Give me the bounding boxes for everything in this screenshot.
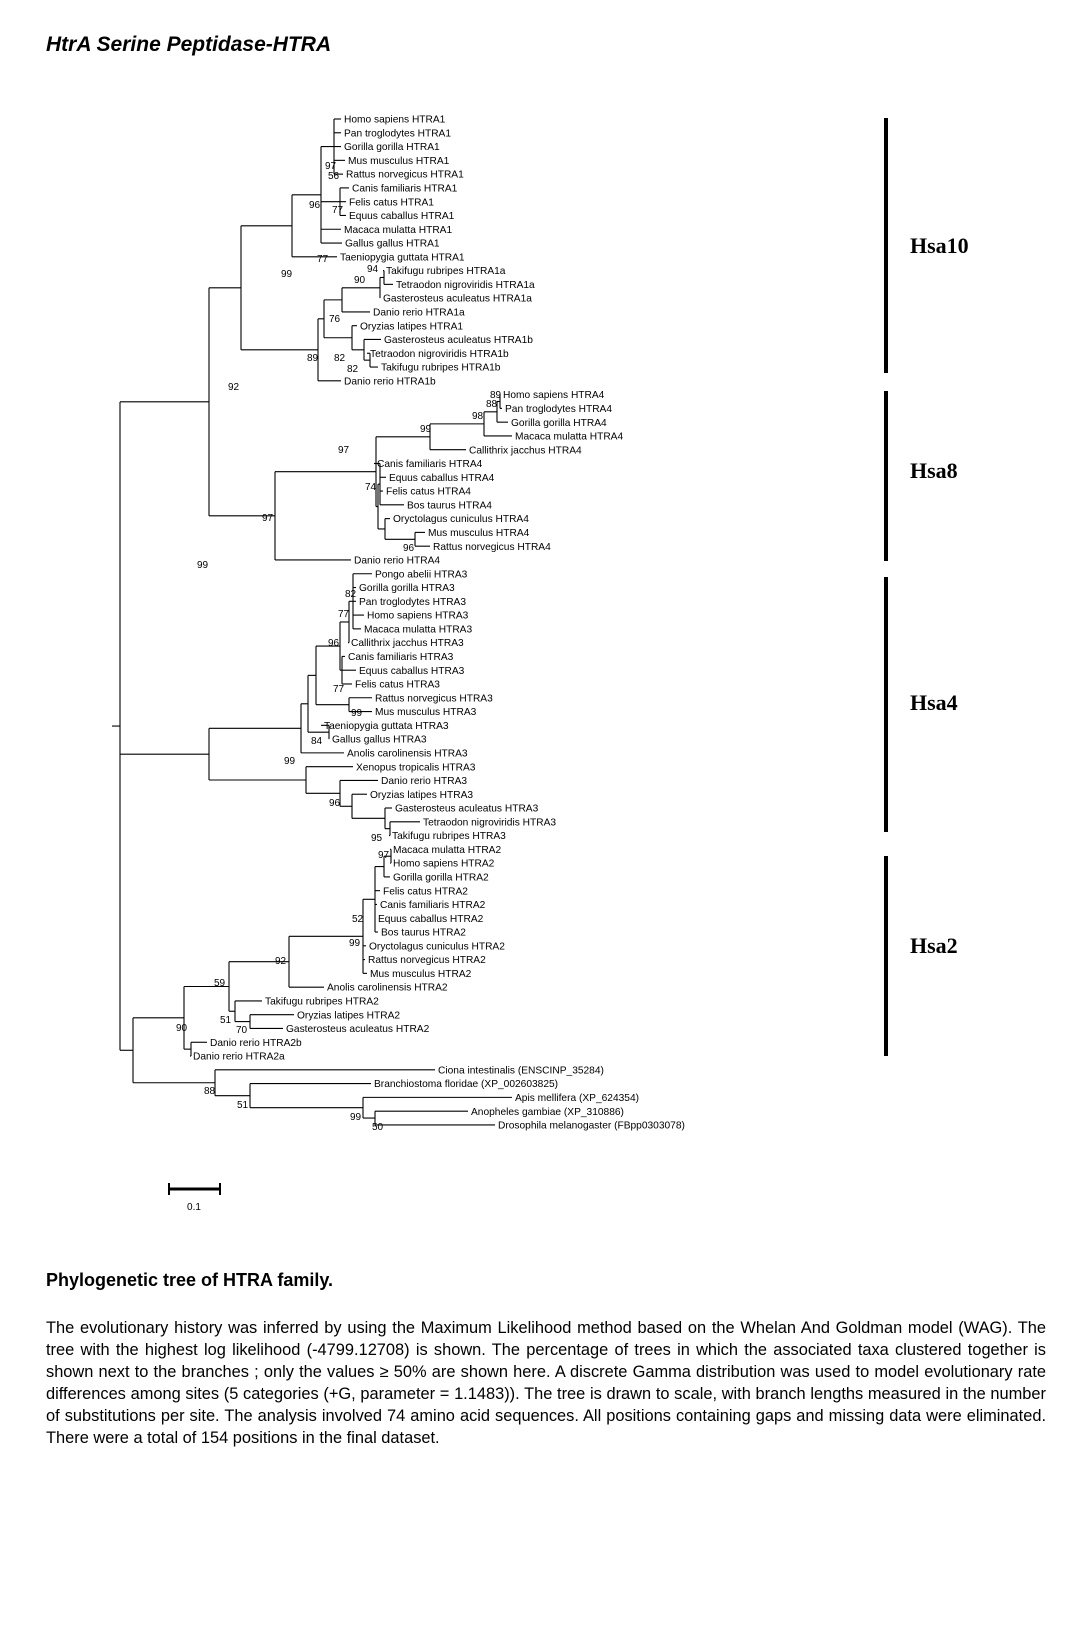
bootstrap-value: 96 — [309, 200, 321, 211]
taxon-label: Takifugu rubripes HTRA1a — [386, 266, 506, 278]
bootstrap-value: 82 — [347, 364, 359, 375]
taxon-label: Oryzias latipes HTRA3 — [370, 789, 474, 801]
taxon-label: Mus musculus HTRA2 — [370, 968, 472, 980]
bootstrap-value: 92 — [228, 382, 240, 393]
taxon-label: Gallus gallus HTRA1 — [345, 238, 440, 250]
bootstrap-value: 95 — [371, 833, 383, 844]
taxon-label: Macaca mulatta HTRA3 — [364, 624, 473, 636]
bootstrap-value: 88 — [486, 399, 498, 410]
taxon-label: Danio rerio HTRA1b — [344, 376, 436, 388]
taxon-label: Gasterosteus aculeatus HTRA3 — [395, 803, 539, 815]
taxon-label: Anopheles gambiae (XP_310886) — [471, 1106, 624, 1118]
taxon-label: Homo sapiens HTRA2 — [393, 858, 495, 870]
taxon-label: Canis familiaris HTRA4 — [377, 459, 483, 471]
taxon-label: Bos taurus HTRA2 — [381, 927, 466, 939]
bootstrap-value: 90 — [176, 1023, 188, 1034]
taxon-label: Mus musculus HTRA1 — [348, 155, 450, 167]
bootstrap-value: 51 — [237, 1100, 249, 1111]
bootstrap-value: 99 — [351, 708, 363, 719]
bootstrap-value: 77 — [333, 684, 345, 695]
taxon-label: Gorilla gorilla HTRA3 — [359, 583, 455, 595]
caption-body: The evolutionary history was inferred by using the Maximum Likelihood method based on the Whelan And Goldman model (WAG). The tree with the highest log likelihood (-4799.12708) is shown. The percentage of trees in which the associated taxa clustered together is shown next to the branches ; only the values ≥ 50% are shown here. A discrete Gamma distribution was used to model evolutionary rate differences among sites (5 categories (+G, parameter = 1.1483)). The tree is drawn to scale, with branch lengths measured in the number of substitutions per site. The analysis involved 74 amino acid sequences. All positions containing gaps and missing data were eliminated. There were a total of 154 positions in the final dataset. — [46, 1319, 1046, 1447]
bootstrap-value: 59 — [214, 978, 226, 989]
page-title: HtrA Serine Peptidase-HTRA — [46, 33, 332, 56]
taxon-label: Danio rerio HTRA1a — [373, 307, 465, 319]
taxon-label: Felis catus HTRA1 — [349, 197, 434, 209]
taxon-label: Equus caballus HTRA2 — [378, 913, 484, 925]
group-label: Hsa2 — [910, 933, 958, 958]
taxon-label: Equus caballus HTRA3 — [359, 665, 465, 677]
bootstrap-value: 99 — [349, 938, 361, 949]
taxon-label: Homo sapiens HTRA3 — [367, 610, 469, 622]
caption-title: Phylogenetic tree of HTRA family. — [46, 1270, 334, 1290]
bootstrap-value: 76 — [329, 314, 341, 325]
bootstrap-value: 77 — [338, 609, 350, 620]
taxon-label: Rattus norvegicus HTRA3 — [375, 693, 493, 705]
taxon-label: Xenopus tropicalis HTRA3 — [356, 762, 476, 774]
bootstrap-value: 97 — [378, 850, 390, 861]
group-label: Hsa10 — [910, 233, 969, 258]
taxon-label: Rattus norvegicus HTRA4 — [433, 541, 551, 553]
taxon-label: Drosophila melanogaster (FBpp0303078) — [498, 1120, 685, 1132]
bootstrap-value: 97 — [325, 161, 337, 172]
taxon-label: Felis catus HTRA2 — [383, 886, 468, 898]
taxon-label: Canis familiaris HTRA1 — [352, 183, 458, 195]
bootstrap-value: 97 — [338, 445, 350, 456]
bootstrap-value: 99 — [284, 756, 296, 767]
taxon-label: Oryzias latipes HTRA2 — [297, 1010, 401, 1022]
taxon-label: Branchiostoma floridae (XP_002603825) — [374, 1079, 559, 1091]
scale-bar-label: 0.1 — [187, 1202, 201, 1213]
bootstrap-value: 89 — [307, 353, 319, 364]
bootstrap-value: 82 — [345, 589, 357, 600]
bootstrap-value: 70 — [236, 1025, 248, 1036]
taxon-label: Gorilla gorilla HTRA2 — [393, 872, 489, 884]
taxon-label: Gasterosteus aculeatus HTRA2 — [286, 1024, 430, 1036]
bootstrap-value: 74 — [365, 482, 377, 493]
bootstrap-value: 94 — [367, 264, 379, 275]
taxon-label: Macaca mulatta HTRA4 — [515, 431, 624, 443]
bootstrap-value: 98 — [472, 411, 484, 422]
taxon-label: Homo sapiens HTRA4 — [503, 390, 605, 402]
taxon-label: Anolis carolinensis HTRA2 — [327, 982, 448, 994]
group-label: Hsa4 — [910, 690, 958, 715]
taxon-label: Canis familiaris HTRA3 — [348, 652, 454, 664]
bootstrap-value: 97 — [262, 513, 274, 524]
taxon-label: Equus caballus HTRA1 — [349, 211, 455, 223]
bootstrap-value: 51 — [220, 1015, 232, 1026]
taxon-label: Callithrix jacchus HTRA4 — [469, 445, 582, 457]
bootstrap-value: 52 — [352, 914, 364, 925]
taxon-label: Apis mellifera (XP_624354) — [515, 1092, 640, 1104]
bootstrap-value: 77 — [332, 205, 344, 216]
taxon-label: Felis catus HTRA3 — [355, 679, 440, 691]
taxon-label: Gorilla gorilla HTRA1 — [344, 142, 440, 154]
taxon-label: Tetraodon nigroviridis HTRA1a — [396, 279, 535, 291]
taxon-label: Danio rerio HTRA4 — [354, 555, 441, 567]
taxon-label: Taeniopygia guttata HTRA3 — [324, 720, 449, 732]
bootstrap-value: 89 — [490, 390, 502, 401]
taxon-label: Takifugu rubripes HTRA1b — [381, 362, 501, 374]
group-label: Hsa8 — [910, 458, 958, 483]
taxon-label: Oryctolagus cuniculus HTRA4 — [393, 514, 529, 526]
bootstrap-value: 96 — [328, 638, 340, 649]
taxon-label: Rattus norvegicus HTRA1 — [346, 169, 464, 181]
bootstrap-value: 96 — [403, 543, 415, 554]
bootstrap-value: 84 — [311, 736, 323, 747]
taxon-label: Tetraodon nigroviridis HTRA1b — [370, 348, 509, 360]
taxon-label: Macaca mulatta HTRA2 — [393, 844, 502, 856]
bootstrap-value: 82 — [334, 353, 346, 364]
taxon-label: Pan troglodytes HTRA1 — [344, 128, 452, 140]
taxon-label: Danio rerio HTRA2b — [210, 1037, 302, 1049]
bootstrap-value: 99 — [350, 1112, 362, 1123]
taxon-label: Gorilla gorilla HTRA4 — [511, 417, 607, 429]
taxon-label: Gallus gallus HTRA3 — [332, 734, 427, 746]
bootstrap-value: 90 — [354, 275, 366, 286]
taxon-label: Pongo abelii HTRA3 — [375, 569, 468, 581]
taxon-label: Danio rerio HTRA3 — [381, 776, 468, 788]
taxon-label: Takifugu rubripes HTRA2 — [265, 996, 379, 1008]
bootstrap-value: 92 — [275, 956, 287, 967]
taxon-label: Callithrix jacchus HTRA3 — [351, 638, 464, 650]
bootstrap-value: 88 — [204, 1086, 216, 1097]
taxon-label: Canis familiaris HTRA2 — [380, 900, 486, 912]
taxon-label: Pan troglodytes HTRA3 — [359, 596, 467, 608]
taxon-label: Macaca mulatta HTRA1 — [344, 224, 453, 236]
taxon-label: Felis catus HTRA4 — [386, 486, 471, 498]
bootstrap-value: 99 — [281, 269, 293, 280]
taxon-label: Takifugu rubripes HTRA3 — [392, 831, 506, 843]
taxon-label: Gasterosteus aculeatus HTRA1a — [383, 293, 532, 305]
taxon-label: Tetraodon nigroviridis HTRA3 — [423, 817, 557, 829]
taxon-label: Taeniopygia guttata HTRA1 — [340, 252, 465, 264]
taxon-label: Bos taurus HTRA4 — [407, 500, 492, 512]
taxon-label: Homo sapiens HTRA1 — [344, 114, 446, 126]
taxon-label: Rattus norvegicus HTRA2 — [368, 955, 486, 967]
taxon-label: Equus caballus HTRA4 — [389, 472, 495, 484]
bootstrap-value: 96 — [329, 798, 341, 809]
taxon-label: Oryzias latipes HTRA1 — [360, 321, 464, 333]
bootstrap-value: 99 — [420, 424, 432, 435]
taxon-label: Gasterosteus aculeatus HTRA1b — [384, 335, 533, 347]
bootstrap-value: 56 — [328, 171, 340, 182]
taxon-label: Mus musculus HTRA4 — [428, 528, 530, 539]
taxon-label: Ciona intestinalis (ENSCINP_35284) — [438, 1065, 604, 1077]
scale-bar — [169, 1183, 220, 1213]
taxon-label: Mus musculus HTRA3 — [375, 707, 477, 719]
taxon-label: Danio rerio HTRA2a — [193, 1051, 285, 1063]
taxon-label: Pan troglodytes HTRA4 — [505, 403, 613, 415]
taxon-label: Anolis carolinensis HTRA3 — [347, 748, 468, 760]
bootstrap-value: 99 — [197, 560, 209, 571]
bootstrap-value: 50 — [372, 1122, 384, 1133]
bootstrap-value: 77 — [317, 254, 329, 265]
taxon-label: Oryctolagus cuniculus HTRA2 — [369, 941, 505, 953]
